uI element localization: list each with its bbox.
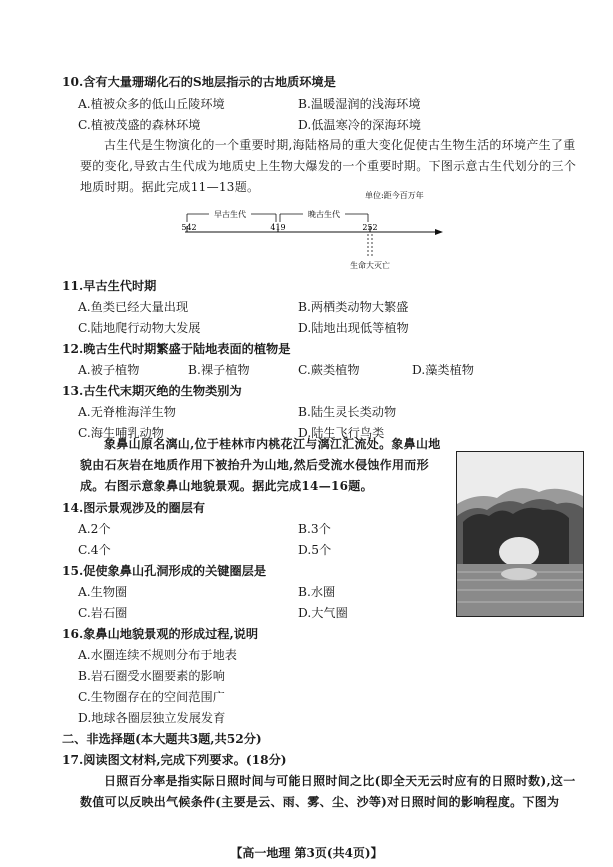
extinction-label: 生命大灭亡 xyxy=(350,261,390,270)
q13-option-c: C.海生哺乳动物 xyxy=(78,426,164,440)
timeline-arrow xyxy=(435,229,443,235)
q11-option-c: C.陆地爬行动物大发展 xyxy=(78,321,201,335)
q15-option-c: C.岩石圈 xyxy=(78,606,128,620)
q12-option-a: A.被子植物 xyxy=(78,363,140,377)
q14-option-a: A.2个 xyxy=(78,522,111,536)
q16-option-a: A.水圈连续不规则分布于地表 xyxy=(78,648,237,662)
intro-paleozoic: 古生代是生物演化的一个重要时期,海陆格局的重大变化促使古生物生活的环境产生了重要的变化,导致古生代成为地质史上生物大爆发的一个重要时期。下图示意古生代划分的三个地质时期。据此完成11—13题。 xyxy=(80,138,577,194)
q12-option-c: C.蕨类植物 xyxy=(298,363,360,377)
intro-elephant-trunk-hill: 象鼻山原名漓山,位于桂林市内桃花江与漓江汇流处。象鼻山地貌由石灰岩在地质作用下被抬升为山地,然后受流水侵蚀作用而形成。右图示意象鼻山地貌景观。据此完成14—16题。 xyxy=(80,437,441,493)
q14-option-b: B.3个 xyxy=(298,522,331,536)
q11-option-b: B.两栖类动物大繁盛 xyxy=(298,300,409,314)
q16-stem: 16.象鼻山地貌景观的形成过程,说明 xyxy=(62,627,259,641)
elephant-trunk-hill-photo xyxy=(456,451,584,617)
q12-option-d: D.藻类植物 xyxy=(412,363,474,377)
q11-option-d: D.陆地出现低等植物 xyxy=(298,321,409,335)
q10-option-a: A.植被众多的低山丘陵环境 xyxy=(78,97,225,111)
paleozoic-timeline xyxy=(175,186,445,276)
q15-option-b: B.水圈 xyxy=(298,585,336,599)
q13-stem: 13.古生代末期灭绝的生物类别为 xyxy=(62,384,242,398)
page-footer: 【高一地理 第3页(共4页)】 xyxy=(230,846,383,860)
tick-419: 419 xyxy=(270,223,286,232)
late-paleozoic-label: 晚古生代 xyxy=(308,210,340,219)
tick-252: 252 xyxy=(362,223,378,232)
q16-option-d: D.地球各圈层独立发展发育 xyxy=(78,711,226,725)
timeline-unit-label: 单位:距今百万年 xyxy=(365,191,424,200)
q14-stem: 14.图示景观涉及的圈层有 xyxy=(62,501,206,515)
q10-option-d: D.低温寒冷的深海环境 xyxy=(298,118,421,132)
q17-stem: 17.阅读图文材料,完成下列要求。(18分) xyxy=(62,753,287,767)
q10-option-b: B.温暖湿润的浅海环境 xyxy=(298,97,421,111)
q11-option-a: A.鱼类已经大量出现 xyxy=(78,300,189,314)
tick-542: 542 xyxy=(181,223,197,232)
q15-stem: 15.促使象鼻山孔洞形成的关键圈层是 xyxy=(62,564,267,578)
late-paleozoic-bracket xyxy=(280,209,368,222)
q10-option-c: C.植被茂盛的森林环境 xyxy=(78,118,201,132)
early-paleozoic-label: 早古生代 xyxy=(214,210,246,219)
q12-option-b: B.裸子植物 xyxy=(188,363,250,377)
q15-option-d: D.大气圈 xyxy=(298,606,348,620)
q13-option-b: B.陆生灵长类动物 xyxy=(298,405,397,419)
q14-option-c: C.4个 xyxy=(78,543,111,557)
q11-stem: 11.早古生代时期 xyxy=(62,279,157,293)
q14-option-d: D.5个 xyxy=(298,543,332,557)
q10-stem: 10.含有大量珊瑚化石的S地层指示的古地质环境是 xyxy=(62,75,336,89)
q13-option-d: D.陆生飞行鸟类 xyxy=(298,426,385,440)
q16-option-b: B.岩石圈受水圈要素的影响 xyxy=(78,669,225,683)
early-paleozoic-bracket xyxy=(187,209,276,222)
q16-option-c: C.生物圈存在的空间范围广 xyxy=(78,690,225,704)
section-heading-non-choice: 二、非选择题(本大题共3题,共52分) xyxy=(62,732,262,746)
q17-material: 日照百分率是指实际日照时间与可能日照时间之比(即全天无云时应有的日照时数),这一数值可以反映出气候条件(主要是云、雨、雾、尘、沙等)对日照时间的影响程度。下图为 xyxy=(80,774,576,809)
landscape-illustration xyxy=(457,452,583,616)
q13-option-a: A.无脊椎海洋生物 xyxy=(78,405,176,419)
q12-stem: 12.晚古生代时期繁盛于陆地表面的植物是 xyxy=(62,342,291,356)
q15-option-a: A.生物圈 xyxy=(78,585,128,599)
